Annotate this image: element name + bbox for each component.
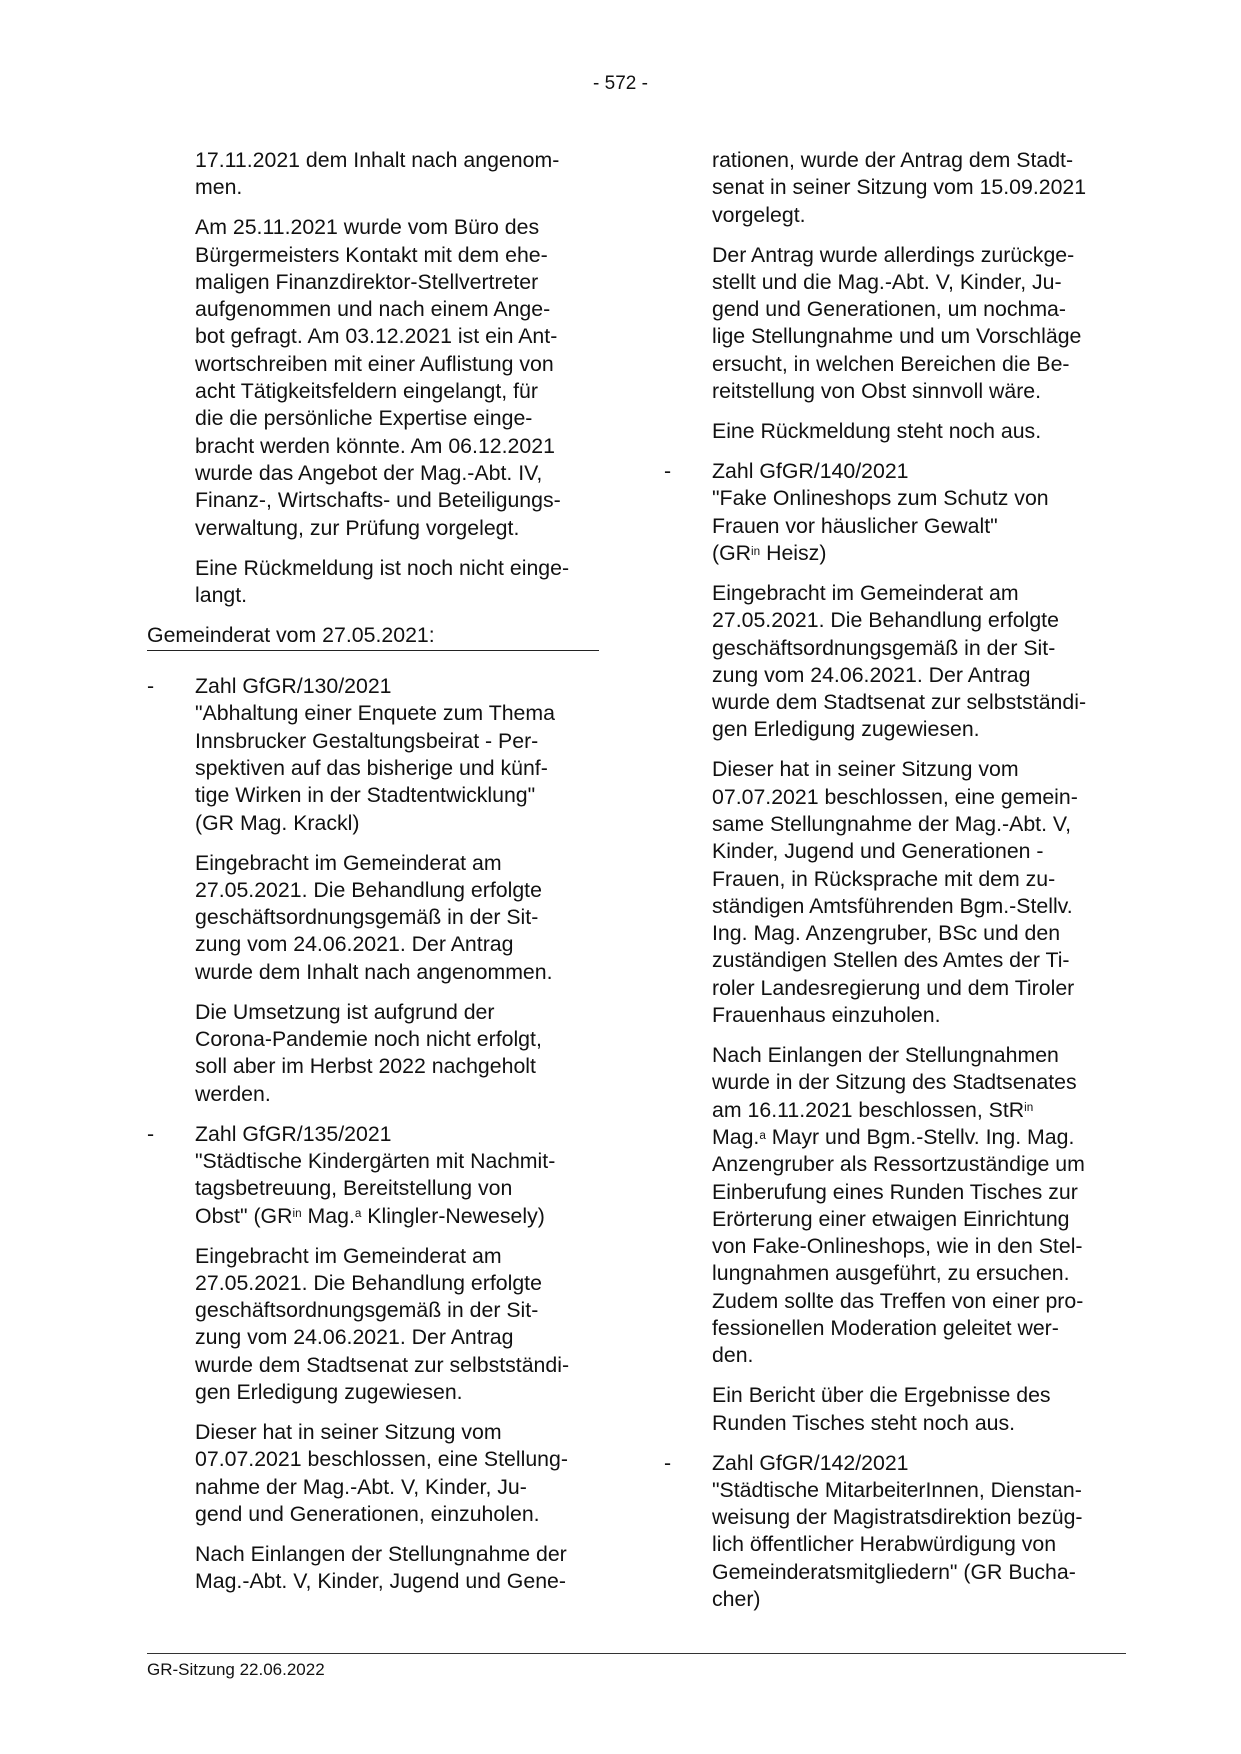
motion-item [664,1450,1134,1614]
paragraph: Ein Bericht über die Ergebnisse des Runden Tisches steht noch aus. [712,1383,1051,1435]
motion-item [664,458,1134,1437]
motion-item [147,1121,599,1596]
paragraph: rationen, wurde der Antrag dem Stadt- senat in seiner Sitzung vom 15.09.2021 vorgelegt. [712,148,1087,227]
motion-title: Zahl GfGR/130/2021 "Abhaltung einer Enquete zum Thema Innsbrucker Gestaltungsbeirat - Per- spektiven auf das bisherige und künf- tige Wirken in der Stadtentwicklung" (GR Mag. Krackl) [195,674,555,835]
paragraph: Dieser hat in seiner Sitzung vom 07.07.2021 beschlossen, eine Stellung- nahme der Mag.-Abt. V, Kinder, Ju- gend und Generationen, einzuholen. [195,1419,568,1526]
motion-title: Zahl GfGR/142/2021 "Städtische MitarbeiterInnen, Dienstan- weisung der Magistratsdirektion bezüg- lich öffentlicher Herabwürdigung von Gemeinderatsmitgliedern" (GR Bucha- cher) [712,1450,1083,1612]
paragraph: Eingebracht im Gemeinderat am 27.05.2021. Die Behandlung erfolgte geschäftsordnungsgemäß in der Sit- zung vom 24.06.2021. Der Antrag wurde dem Inhalt nach angenommen. [195,850,553,984]
paragraph: Eine Rückmeldung steht noch aus. [712,419,1042,444]
paragraph: Die Umsetzung ist aufgrund der Corona-Pandemie noch nicht erfolgt, soll aber im Herbst 2022 nachgeholt werden. [195,999,542,1106]
motion-author-text: Heisz) [760,540,827,565]
page-number: - 572 - [593,73,648,94]
superscript: in [1024,1101,1034,1115]
list-dash: - [664,1450,672,1475]
paragraph: Eingebracht im Gemeinderat am 27.05.2021. Die Behandlung erfolgte geschäftsordnungsgemäß in der Sit- zung vom 24.06.2021. Der Antrag wurde dem Stadtsenat zur selbstständi- gen Erledigung zugewiesen. [712,580,1087,742]
motion-author-text: Obst" (GR [195,1203,293,1228]
paragraph: Nach Einlangen der Stellungnahme der Mag.-Abt. V, Kinder, Jugend und Gene- [195,1541,567,1594]
paragraph-text: Mag. [712,1124,760,1149]
motion-author-text: Mag. [301,1203,355,1228]
section-heading: Gemeinderat vom 27.05.2021: [147,622,599,651]
paragraph: Eingebracht im Gemeinderat am 27.05.2021. Die Behandlung erfolgte geschäftsordnungsgemäß in der Sit- zung vom 24.06.2021. Der Antrag wurde dem Stadtsenat zur selbstständi- gen Erledigung zugewiesen. [195,1243,570,1404]
paragraph: Am 25.11.2021 wurde vom Büro des Bürgermeisters Kontakt mit dem ehe- maligen Finanzdirektor-Stellvertreter aufgenommen und nach einem Ange- bot gefragt. Am 03.12.2021 ist ein Ant- wortschreiben mit einer Auflistung von acht Tätigkeitsfeldern eingelangt, für die die persönliche Expertise einge- bracht werden könnte. Am 06.12.2021 wurde das Angebot der Mag.-Abt. IV, Finanz-, Wirtschafts- und Beteiligungs- verwaltung, zur Prüfung vorgelegt. [195,215,561,540]
motion-title-text: Zahl GfGR/140/2021 "Fake Onlineshops zum Schutz von Frauen vor häuslicher Gewalt" [712,459,1049,538]
motion-title [712,458,1134,567]
right-column [664,147,1134,1626]
paragraph: Dieser hat in seiner Sitzung vom 07.07.2021 beschlossen, eine gemein- same Stellungnahme der Mag.-Abt. V, Kinder, Jugend und Generationen - Frauen, in Rücksprache mit dem zu- ständigen Amtsführenden Bgm.-Stellv. Ing. Mag. Anzengruber, BSc und den zuständigen Stellen des Amtes der Ti- roler Landesregierung und dem Tiroler Frauenhaus einzuholen. [712,757,1078,1028]
paragraph: 17.11.2021 dem Inhalt nach angenom- men. [195,148,560,200]
motion-author-text: (GR [712,540,752,565]
motion-title [195,1121,599,1230]
motion-item [147,673,599,1108]
paragraph: Der Antrag wurde allerdings zurückge- stellt und die Mag.-Abt. V, Kinder, Ju- gend und Generationen, um nochma- lige Stellungnahme und um Vorschläge ersucht, in welchen Bereichen die Be- reitstellung von Obst sinnvoll wäre. [712,242,1082,404]
superscript: a [759,1128,766,1142]
list-dash: - [664,459,672,484]
motion-title-text: Zahl GfGR/135/2021 "Städtische Kindergärten mit Nachmit- tagsbetreuung, Bereitstellung von [195,1121,556,1201]
paragraph [712,1042,1134,1370]
paragraph-text: Mayr und Bgm.-Stellv. Ing. Mag. Anzengruber als Ressortzuständige um Einberufung eines Runden Tisches zur Erörterung einer etwaigen Einrichtung von Fake-Onlineshops, wie in den Stel- lungnahmen ausgeführt, zu ersuchen. Zudem sollte das Treffen von einer pro- fessionellen Moderation geleitet wer- den. [712,1124,1085,1368]
page-footer: GR-Sitzung 22.06.2022 [147,1653,1126,1680]
list-dash: - [147,674,155,699]
superscript: in [751,544,761,558]
paragraph: Eine Rückmeldung ist noch nicht einge- langt. [195,555,570,607]
superscript: in [292,1207,302,1221]
paragraph-text: Nach Einlangen der Stellungnahmen wurde in der Sitzung des Stadtsenates am 16.11.2021 beschlossen, StR [712,1043,1077,1122]
list-dash: - [147,1121,155,1146]
left-column [147,147,599,1608]
superscript: a [354,1207,362,1221]
motion-author-text: Klingler-Newesely) [361,1203,545,1228]
